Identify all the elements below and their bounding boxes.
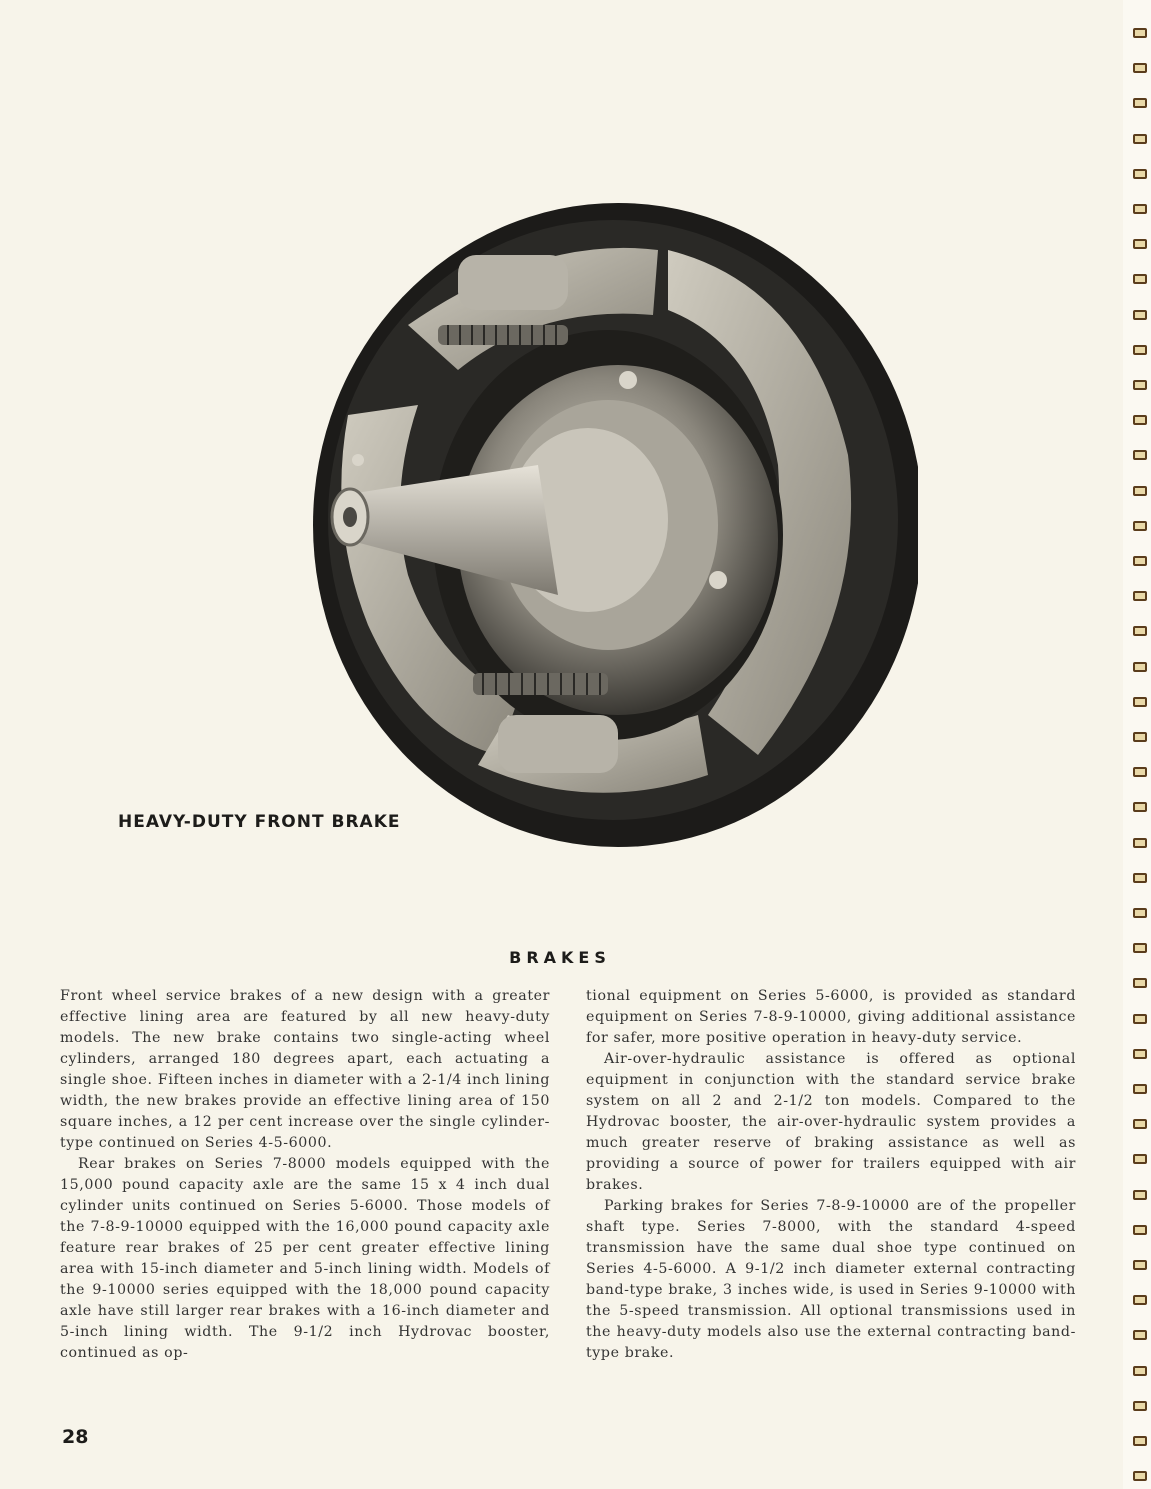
binding-ring: [1133, 1366, 1147, 1376]
binding-ring: [1133, 415, 1147, 425]
binding-ring: [1133, 978, 1147, 988]
binding-ring: [1133, 134, 1147, 144]
text-column-left: [60, 986, 550, 1364]
binding-ring: [1133, 662, 1147, 672]
binding-ring: [1133, 63, 1147, 73]
binding-ring: [1133, 1401, 1147, 1411]
binding-ring: [1133, 591, 1147, 601]
binding-ring: [1133, 1295, 1147, 1305]
text-column-right: [586, 986, 1076, 1364]
figure-caption: HEAVY-DUTY FRONT BRAKE: [118, 812, 401, 832]
binding-ring: [1133, 450, 1147, 460]
paragraph: tional equipment on Series 5-6000, is provided as standard equipment on Series 7-8-9-10000, giving additional assistance for safer, more positive operation in heavy-duty service.: [586, 988, 1076, 1046]
binding-ring: [1133, 380, 1147, 390]
binding-ring: [1133, 521, 1147, 531]
binding-ring: [1133, 1471, 1147, 1481]
binding-ring: [1133, 556, 1147, 566]
binding-ring: [1133, 1260, 1147, 1270]
binding-ring: [1133, 873, 1147, 883]
paragraph: Parking brakes for Series 7-8-9-10000 are of the propeller shaft type. Series 7-8000, with the standard 4-speed transmission have the same dual shoe type continued on Series 4-5-6000. A 9-1/2 inch diameter external contracting band-type brake, 3 inches wide, is used in Series 9-10000 with the 5-speed transmission. All optional transmissions used in the heavy-duty models also use the external contracting band-type brake.: [586, 1198, 1076, 1361]
binding-ring: [1133, 1154, 1147, 1164]
binding-ring: [1133, 802, 1147, 812]
binding-ring: [1133, 767, 1147, 777]
binding-ring: [1133, 1049, 1147, 1059]
binding-ring: [1133, 28, 1147, 38]
binding-ring: [1133, 345, 1147, 355]
binding-ring: [1133, 697, 1147, 707]
brake-photo: [288, 195, 918, 850]
binding-ring: [1133, 204, 1147, 214]
brake-assembly-illustration: [288, 195, 918, 850]
binding-ring: [1133, 908, 1147, 918]
binding-ring: [1133, 274, 1147, 284]
paragraph: Front wheel service brakes of a new design with a greater effective lining area are featured by all new heavy-duty models. The new brake contains two single-acting wheel cylinders, arranged 180 degrees apart, each actuating a single shoe. Fifteen inches in diameter with a 2-1/4 inch lining width, the new brakes provide an effective lining area of 150 square inches, a 12 per cent increase over the single cylinder-type continued on Series 4-5-6000.: [60, 988, 550, 1151]
section-title: BRAKES: [509, 948, 611, 967]
binding-ring: [1133, 1225, 1147, 1235]
binding-ring: [1133, 1119, 1147, 1129]
binding-ring: [1133, 1436, 1147, 1446]
binding-ring: [1133, 98, 1147, 108]
binding-ring: [1133, 239, 1147, 249]
binding-ring: [1133, 1014, 1147, 1024]
binding-ring: [1133, 1084, 1147, 1094]
binding-ring: [1133, 310, 1147, 320]
paragraph: Rear brakes on Series 7-8000 models equipped with the 15,000 pound capacity axle are the same 15 x 4 inch dual cylinder units continued on Series 5-6000. Those models of the 7-8-9-10000 equipped with the 16,000 pound capacity axle feature rear brakes of 25 per cent greater effective lining area with 15-inch diameter and 5-inch lining width. Models of the 9-10000 series equipped with the 18,000 pound capacity axle have still larger rear brakes with a 16-inch diameter and 5-inch lining width. The 9-1/2 inch Hydrovac booster, continued as op-: [60, 1156, 550, 1361]
binding-ring: [1133, 1190, 1147, 1200]
binding-ring: [1133, 626, 1147, 636]
binding-ring: [1133, 169, 1147, 179]
binding-ring: [1133, 1330, 1147, 1340]
binding-ring: [1133, 943, 1147, 953]
binding-ring: [1133, 732, 1147, 742]
binding-ring: [1133, 838, 1147, 848]
paragraph: Air-over-hydraulic assistance is offered as optional equipment in conjunction with the standard service brake system on all 2 and 2-1/2 ton models. Compared to the Hydrovac booster, the air-over-hydraulic system provides a much greater reserve of braking assistance as well as providing a source of power for trailers equipped with air brakes.: [586, 1051, 1076, 1193]
spiral-binding: [1123, 0, 1151, 1489]
page-number: 28: [62, 1426, 89, 1448]
binding-ring: [1133, 486, 1147, 496]
